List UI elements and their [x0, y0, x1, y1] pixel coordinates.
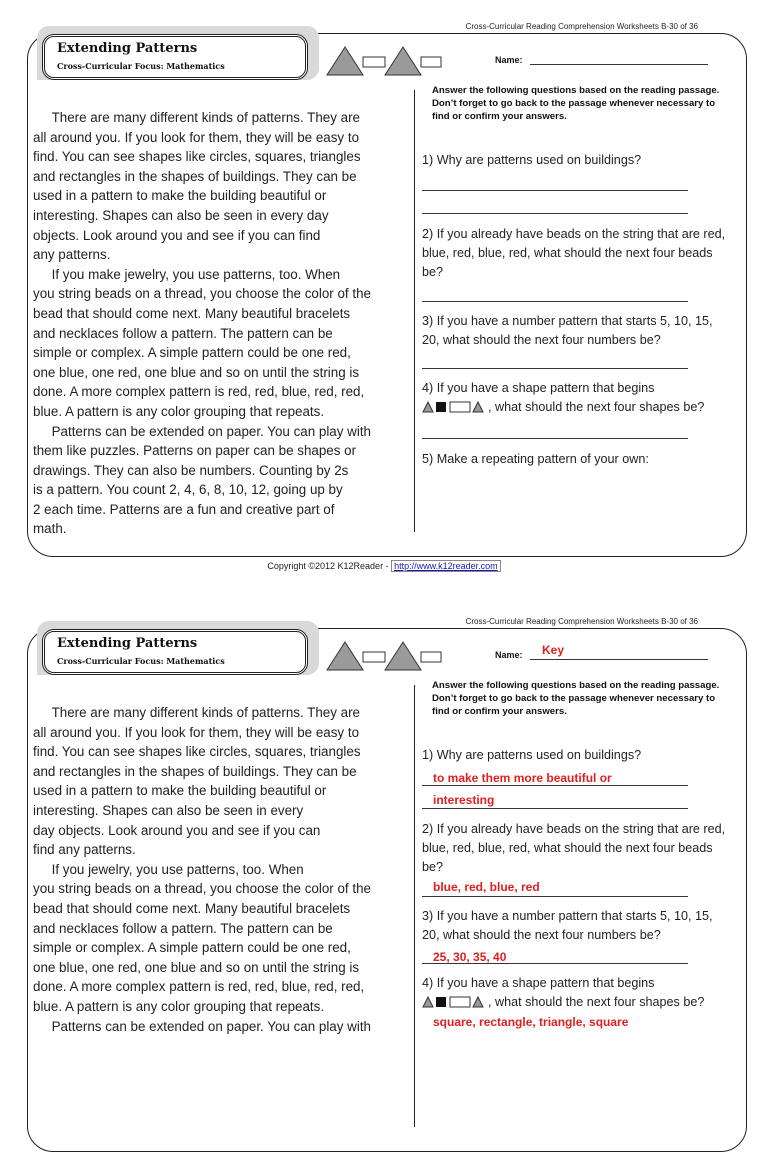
question-3: 3) If you have a number pattern that starts 5, 10, 15, 20, what should the next four numbers be?	[422, 314, 713, 347]
passage-line: one blue, one red, one blue and so on until the string is	[33, 364, 360, 380]
answer-2-text: blue, red, blue, red	[433, 880, 540, 894]
answer-1-line-2[interactable]	[422, 808, 688, 809]
rectangle-icon	[421, 57, 441, 67]
passage-line: simple or complex. A simple pattern could be one red,	[33, 345, 351, 361]
passage-line: find. You can see shapes like circles, squares, triangles	[33, 149, 361, 165]
copyright-footer	[0, 561, 768, 571]
passage-line: If you jewelry, you use patterns, too. When	[33, 861, 304, 877]
question-4	[422, 974, 732, 1012]
passage-line: There are many different kinds of patterns. They are	[33, 705, 360, 720]
answer-1-line-1[interactable]	[422, 190, 688, 191]
answer-3-line[interactable]	[422, 963, 688, 964]
column-divider	[414, 685, 415, 1127]
focus-subtitle: Cross-Curricular Focus: Mathematics	[57, 656, 225, 666]
shape-pattern	[422, 995, 488, 1008]
worksheet-title: Extending Patterns	[57, 41, 198, 56]
passage-line: you string beads on a thread, you choose the color of the	[33, 881, 371, 897]
name-field[interactable]	[530, 64, 708, 65]
shape-decoration	[325, 45, 445, 77]
triangle-icon	[327, 47, 363, 75]
question-4-text-end: , what should the next four shapes be?	[488, 995, 705, 1009]
worksheet-title: Extending Patterns	[57, 636, 198, 651]
passage-line: is a pattern. You count 2, 4, 6, 8, 10, 12, going up by	[33, 482, 343, 498]
answer-1-text-1: to make them more beautiful or	[433, 771, 612, 785]
passage-line: done. A more complex pattern is red, red, blue, red, red,	[33, 384, 365, 400]
reading-passage	[33, 703, 409, 1036]
passage-line: you string beads on a thread, you choose the color of the	[33, 286, 371, 302]
question-5: 5) Make a repeating pattern of your own:	[422, 452, 649, 466]
passage-line: find any patterns.	[33, 842, 136, 858]
answer-3-text: 25, 30, 35, 40	[433, 950, 507, 964]
passage-line: bead that should come next. Many beautiful bracelets	[33, 900, 351, 916]
answer-1-line-2[interactable]	[422, 213, 688, 214]
focus-subtitle: Cross-Curricular Focus: Mathematics	[57, 61, 225, 71]
passage-line: and rectangles in the shapes of buildings. They can be	[33, 168, 357, 184]
passage-line: done. A more complex pattern is red, red, blue, red, red,	[33, 979, 365, 995]
passage-line: interesting. Shapes can also be seen in every	[33, 802, 304, 818]
worksheet-key	[0, 595, 768, 1035]
passage-line: blue. A pattern is any color grouping that repeats.	[33, 998, 325, 1014]
passage-line: and necklaces follow a pattern. The pattern can be	[33, 920, 333, 936]
passage-line: find. You can see shapes like circles, squares, triangles	[33, 744, 361, 760]
passage-line: Patterns can be extended on paper. You can play with	[33, 1018, 371, 1034]
answer-2-line[interactable]	[422, 896, 688, 897]
answer-4-line[interactable]	[422, 438, 688, 439]
answer-2-line[interactable]	[422, 301, 688, 302]
reading-passage	[33, 108, 409, 539]
question-4-text-end: , what should the next four shapes be?	[488, 400, 705, 414]
column-divider	[414, 90, 415, 532]
name-label: Name:	[495, 650, 523, 660]
rectangle-icon	[421, 652, 441, 662]
title-box	[42, 34, 308, 80]
instructions: Answer the following questions based on the reading passage. Don’t forget to go back to the passage whenever necessary to find or confirm your answers.	[432, 680, 720, 717]
rectangle-icon	[363, 652, 385, 662]
question-4-text: 4) If you have a shape pattern that begins	[422, 976, 655, 990]
question-2: 2) If you already have beads on the string that are red, blue, red, blue, red, what should the next four beads be?	[422, 227, 726, 279]
passage-line: blue. A pattern is any color grouping that repeats.	[33, 403, 325, 419]
triangle-icon	[327, 642, 363, 670]
copyright-text: Copyright ©2012 K12Reader -	[267, 561, 392, 571]
passage-line: bead that should come next. Many beautiful bracelets	[33, 305, 351, 321]
passage-line: used in a pattern to make the building beautiful or	[33, 783, 327, 799]
passage-line: If you make jewelry, you use patterns, too. When	[33, 266, 341, 282]
answer-1-text-2: interesting	[433, 793, 495, 807]
passage-line: 2 each time. Patterns are a fun and creative part of	[33, 501, 335, 517]
square-icon	[436, 997, 446, 1007]
square-icon	[436, 402, 446, 412]
answer-4-text: square, rectangle, triangle, square	[433, 1015, 629, 1029]
triangle-icon	[423, 402, 433, 412]
passage-line: math.	[33, 521, 67, 537]
passage-line: all around you. If you look for them, they will be easy to	[33, 129, 360, 145]
answer-1-line-1[interactable]	[422, 785, 688, 786]
passage-line: and rectangles in the shapes of buildings. They can be	[33, 763, 357, 779]
name-field[interactable]	[530, 659, 708, 660]
rectangle-icon	[363, 57, 385, 67]
triangle-icon	[423, 997, 433, 1007]
name-label: Name:	[495, 55, 523, 65]
worksheet-header: Cross-Curricular Reading Comprehension Worksheets B-30 of 36	[465, 22, 698, 31]
passage-line: them like puzzles. Patterns on paper can be shapes or	[33, 443, 357, 459]
shape-pattern	[422, 400, 488, 413]
triangle-icon	[473, 997, 483, 1007]
question-1: 1) Why are patterns used on buildings?	[422, 153, 642, 167]
passage-line: any patterns.	[33, 247, 111, 263]
passage-line: There are many different kinds of patterns. They are	[33, 110, 360, 125]
question-4	[422, 379, 732, 417]
answer-3-line[interactable]	[422, 368, 688, 369]
shape-decoration	[325, 640, 445, 672]
name-key-value: Key	[542, 643, 565, 657]
passage-line: one blue, one red, one blue and so on until the string is	[33, 959, 360, 975]
passage-line: interesting. Shapes can also be seen in every day	[33, 207, 329, 223]
rectangle-icon	[450, 402, 470, 412]
triangle-icon	[385, 642, 421, 670]
question-1: 1) Why are patterns used on buildings?	[422, 748, 642, 762]
instructions: Answer the following questions based on the reading passage. Don’t forget to go back to the passage whenever necessary to find or confirm your answers.	[432, 85, 720, 122]
triangle-icon	[385, 47, 421, 75]
question-4-text: 4) If you have a shape pattern that begins	[422, 381, 655, 395]
passage-line: drawings. They can also be numbers. Counting by 2s	[33, 462, 349, 478]
worksheet-header: Cross-Curricular Reading Comprehension Worksheets B-30 of 36	[465, 617, 698, 626]
passage-line: all around you. If you look for them, they will be easy to	[33, 724, 360, 740]
passage-line: objects. Look around you and see if you can find	[33, 227, 321, 243]
question-2: 2) If you already have beads on the string that are red, blue, red, blue, red, what should the next four beads be?	[422, 822, 726, 874]
passage-line: used in a pattern to make the building beautiful or	[33, 188, 327, 204]
triangle-icon	[473, 402, 483, 412]
question-3: 3) If you have a number pattern that starts 5, 10, 15, 20, what should the next four numbers be?	[422, 909, 713, 942]
title-box	[42, 629, 308, 675]
passage-line: and necklaces follow a pattern. The pattern can be	[33, 325, 333, 341]
k12reader-link[interactable]: http://www.k12reader.com	[391, 560, 501, 572]
passage-line: Patterns can be extended on paper. You can play with	[33, 423, 371, 439]
passage-line: day objects. Look around you and see if you can	[33, 822, 321, 838]
passage-line: simple or complex. A simple pattern could be one red,	[33, 940, 351, 956]
rectangle-icon	[450, 997, 470, 1007]
